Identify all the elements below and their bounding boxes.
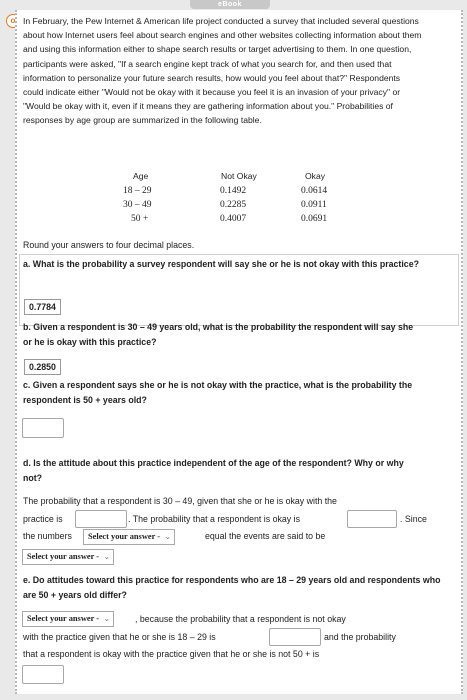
question-d-line2c: . Since xyxy=(400,514,427,524)
table-cell: 30 – 49 xyxy=(123,200,152,210)
table-cell: 0.0691 xyxy=(301,214,328,224)
answer-a-field[interactable]: 0.7784 xyxy=(24,299,61,315)
answer-d-conditional-prob-field[interactable] xyxy=(75,510,127,528)
question-e-line1b: , because the probability that a respondent is not okay xyxy=(135,614,346,624)
answer-b-field[interactable]: 0.2850 xyxy=(24,359,61,375)
answer-e-okay-prob-field[interactable] xyxy=(22,665,64,684)
chevron-down-icon: ⌄ xyxy=(164,532,172,541)
question-e-line3: that a respondent is okay with the practice given that he or she is not 50 + is xyxy=(23,649,320,659)
question-d-line2b: . The probability that a respondent is okay is xyxy=(128,514,300,524)
question-d-line3b: equal the events are said to be xyxy=(205,531,326,541)
intro-text: In February, the Pew Internet & American life project conducted a survey that included several questions about how Internet users feel about search engines and other websites collecting information about them and using this information either to shape search results or target advertising to them. In one question, participants were asked, "If a search engine kept track of what you search for, and then used that information to personalize your future search results, how would you feel about that?" Respondents could indicate either "Would not be okay with it because you feel it is an invasion of your privacy" or "Would be okay with it, even if it means they are gathering information about you." Probabilities of responses by age group are summarized in the following table. xyxy=(23,16,422,126)
answer-e-not-okay-prob-field[interactable] xyxy=(269,628,321,646)
info-circle-icon[interactable]: o xyxy=(6,14,20,28)
table-cell: 18 – 29 xyxy=(123,186,152,196)
independence-dropdown[interactable] xyxy=(22,549,114,565)
table-header-okay: Okay xyxy=(305,171,326,181)
answer-d-okay-prob-field[interactable] xyxy=(347,510,397,528)
table-header-age: Age xyxy=(133,171,149,181)
answer-c-field[interactable] xyxy=(22,418,64,438)
table-cell: 0.1492 xyxy=(220,186,247,196)
question-e-line2a: with the practice given that he or she is 18 – 29 is xyxy=(23,632,216,642)
table-cell: 50 + xyxy=(131,214,149,224)
question-b-text: b. Given a respondent is 30 – 49 years old, what is the probability the respondent will say she or he is okay with this practice? xyxy=(23,322,414,347)
question-a-text: a. What is the probability a survey respondent will say she or he is not okay with this practice? xyxy=(23,259,419,269)
table-cell: 0.0911 xyxy=(301,200,327,210)
table-cell: 0.4007 xyxy=(220,214,247,224)
difference-dropdown[interactable] xyxy=(22,611,114,627)
question-d-line2a: practice is xyxy=(23,514,63,524)
equality-dropdown-value: Select your answer - xyxy=(88,532,161,541)
question-d-line3a: the numbers xyxy=(23,531,72,541)
question-d-text: d. Is the attitude about this practice independent of the age of the respondent? Why or why not? xyxy=(23,458,404,483)
chevron-down-icon: ⌄ xyxy=(103,614,111,623)
question-d-line1: The probability that a respondent is 30 – 49, given that she or he is okay with the xyxy=(23,496,337,506)
table-header-not-okay: Not Okay xyxy=(221,171,257,181)
table-cell: 0.2285 xyxy=(220,200,247,210)
ebook-tab[interactable]: eBook xyxy=(190,0,270,9)
chevron-down-icon: ⌄ xyxy=(103,552,111,561)
question-panel xyxy=(15,10,463,694)
table-cell: 0.0614 xyxy=(301,186,328,196)
question-c-text: c. Given a respondent says she or he is not okay with the practice, what is the probability the respondent is 50 + years old? xyxy=(23,380,413,405)
question-e-text: e. Do attitudes toward this practice for respondents who are 18 – 29 years old and respondents who are 50 + years old differ? xyxy=(23,575,441,600)
equality-dropdown[interactable] xyxy=(83,529,175,545)
round-note: Round your answers to four decimal places. xyxy=(23,240,195,250)
difference-dropdown-value: Select your answer - xyxy=(27,614,100,623)
question-e-line2b: and the probability xyxy=(324,632,396,642)
independence-dropdown-value: Select your answer - xyxy=(27,552,100,561)
